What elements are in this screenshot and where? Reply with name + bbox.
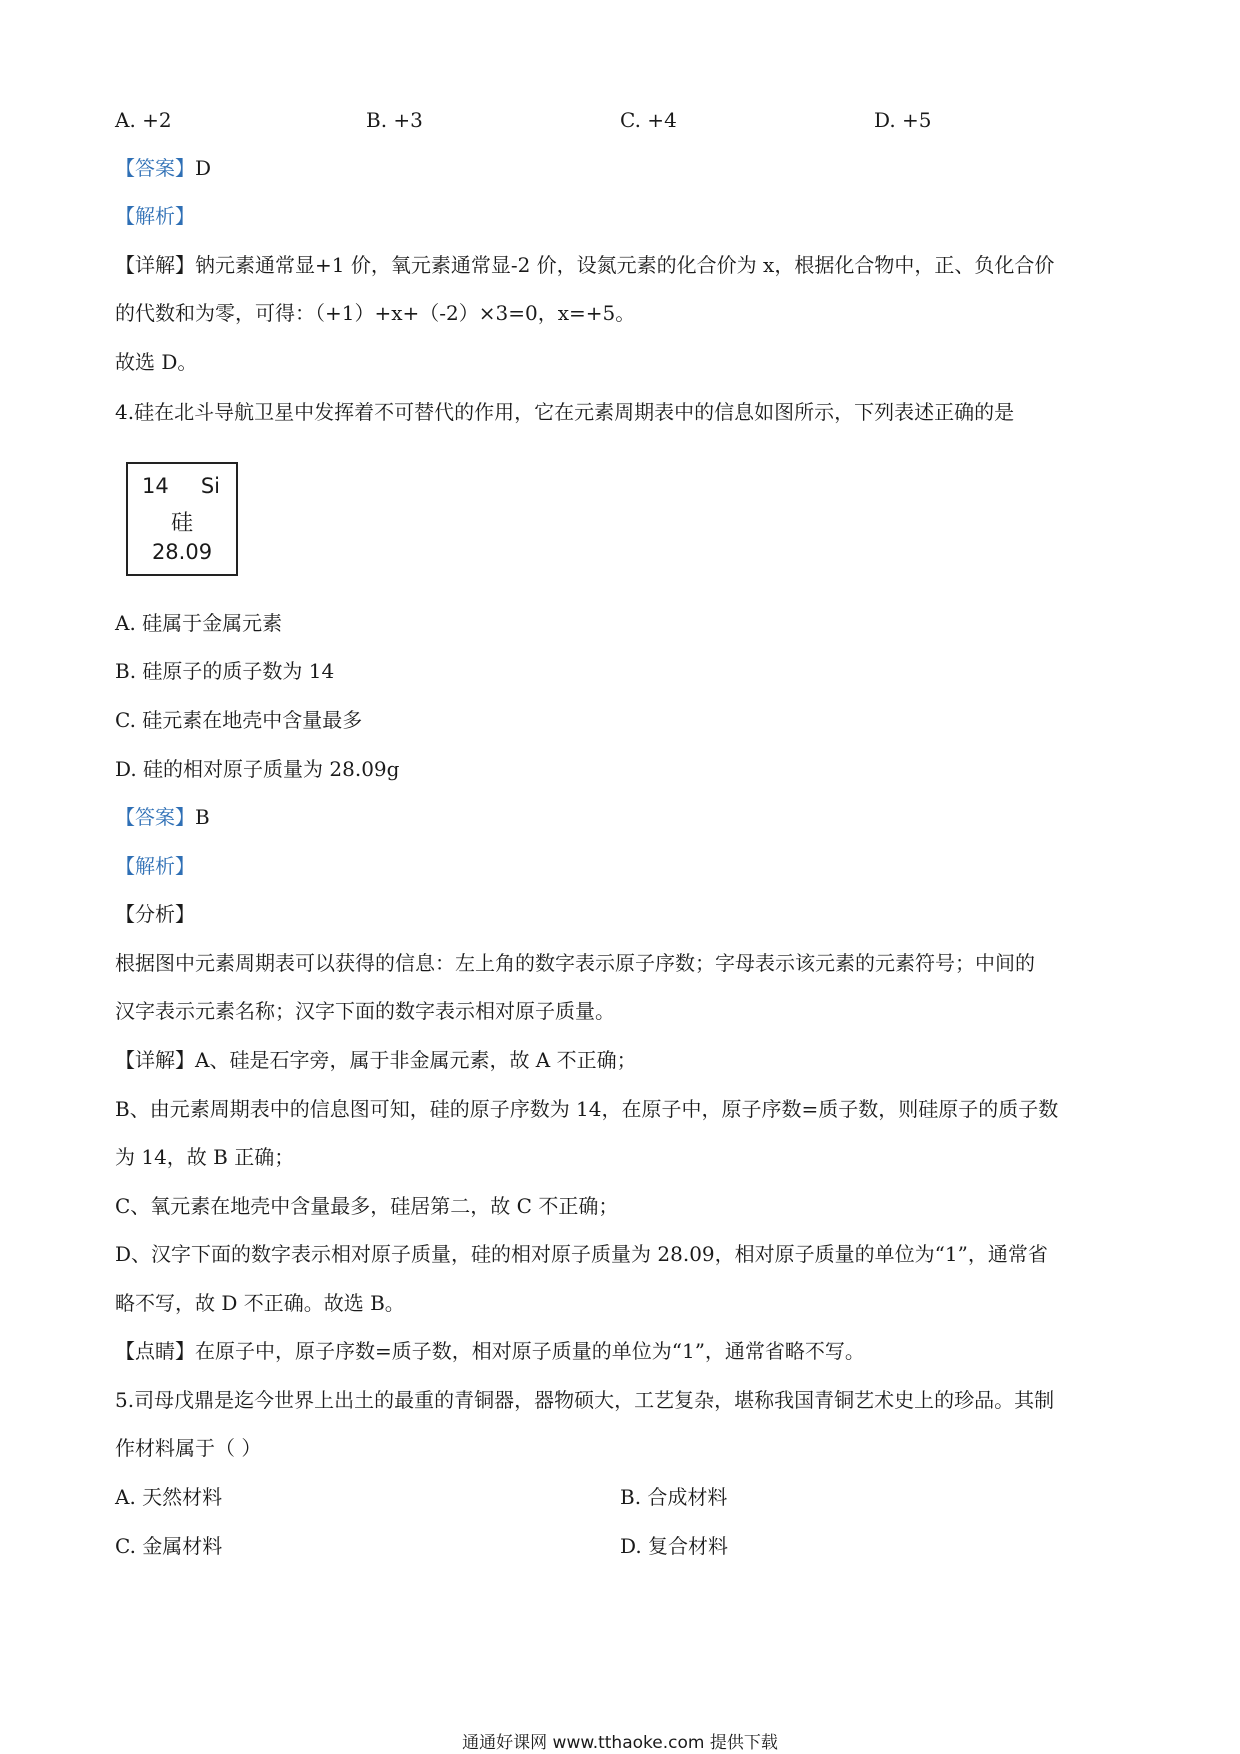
q4-answer bbox=[115, 803, 210, 831]
q4-fenxi-tag: 【分析】 bbox=[115, 902, 195, 926]
q4-option-c: C. 硅元素在地壳中含量最多 bbox=[115, 708, 363, 732]
q3-detail-line-1: 【详解】钠元素通常显+1 价，氧元素通常显-2 价，设氮元素的化合价为 x，根据化合物中，正、负化合价 bbox=[115, 253, 1055, 277]
q3-option-c: C. +4 bbox=[620, 108, 677, 132]
q4-fenxi-line-1: 根据图中元素周期表可以获得的信息：左上角的数字表示原子序数；字母表示该元素的元素符号；中间的 bbox=[115, 951, 1035, 975]
q4-option-a: A. 硅属于金属元素 bbox=[115, 611, 283, 635]
q5-option-b: B. 合成材料 bbox=[620, 1485, 728, 1509]
q4-dianjing: 【点睛】在原子中，原子序数=质子数，相对原子质量的单位为“1”，通常省略不写。 bbox=[115, 1339, 865, 1363]
answer-value: B bbox=[195, 805, 210, 829]
q4-detail-d-2: 略不写，故 D 不正确。故选 B。 bbox=[115, 1291, 405, 1315]
answer-value: D bbox=[195, 156, 212, 180]
element-card-silicon bbox=[126, 462, 238, 576]
q5-stem-line-1: 5.司母戊鼎是迄今世界上出土的最重的青铜器，器物硕大，工艺复杂，堪称我国青铜艺术史上的珍品。其制 bbox=[115, 1388, 1055, 1412]
q4-detail-d-1: D、汉字下面的数字表示相对原子质量，硅的相对原子质量为 28.09，相对原子质量的单位为“1”，通常省 bbox=[115, 1242, 1048, 1266]
element-atomic-number: 14 bbox=[142, 474, 169, 498]
element-symbol: Si bbox=[200, 474, 220, 498]
q5-stem-line-2: 作材料属于（ ） bbox=[115, 1436, 262, 1460]
q4-detail-c: C、氧元素在地壳中含量最多，硅居第二，故 C 不正确； bbox=[115, 1194, 619, 1218]
q3-answer bbox=[115, 154, 211, 182]
q4-detail-b-2: 为 14，故 B 正确； bbox=[115, 1145, 295, 1169]
q3-option-a: A. +2 bbox=[115, 108, 172, 132]
q5-option-a: A. 天然材料 bbox=[115, 1485, 223, 1509]
q3-option-b: B. +3 bbox=[366, 108, 423, 132]
q3-analysis-tag: 【解析】 bbox=[115, 204, 195, 228]
q4-fenxi-line-2: 汉字表示元素名称；汉字下面的数字表示相对原子质量。 bbox=[115, 999, 615, 1023]
q5-option-d: D. 复合材料 bbox=[620, 1534, 729, 1558]
q4-option-b: B. 硅原子的质子数为 14 bbox=[115, 659, 335, 683]
page-footer: 通通好课网 www.tthaoke.com 提供下载 bbox=[462, 1733, 778, 1753]
element-atomic-mass: 28.09 bbox=[151, 540, 213, 564]
q3-conclusion: 故选 D。 bbox=[115, 350, 198, 374]
element-name: 硅 bbox=[170, 511, 193, 536]
q4-option-d: D. 硅的相对原子质量为 28.09g bbox=[115, 757, 400, 781]
q3-detail-line-2: 的代数和为零，可得：（+1）+x+（-2）×3=0，x=+5。 bbox=[115, 301, 636, 325]
q3-option-d: D. +5 bbox=[874, 108, 932, 132]
q4-detail-a: 【详解】A、硅是石字旁，属于非金属元素，故 A 不正确； bbox=[115, 1048, 637, 1072]
q5-option-c: C. 金属材料 bbox=[115, 1534, 223, 1558]
q4-analysis-tag: 【解析】 bbox=[115, 854, 195, 878]
q4-detail-b-1: B、由元素周期表中的信息图可知，硅的原子序数为 14，在原子中，原子序数=质子数，则硅原子的质子数 bbox=[115, 1097, 1059, 1121]
answer-tag: 【答案】 bbox=[115, 805, 195, 829]
answer-tag: 【答案】 bbox=[115, 156, 195, 180]
q4-stem: 4.硅在北斗导航卫星中发挥着不可替代的作用，它在元素周期表中的信息如图所示，下列表述正确的是 bbox=[115, 400, 1015, 424]
